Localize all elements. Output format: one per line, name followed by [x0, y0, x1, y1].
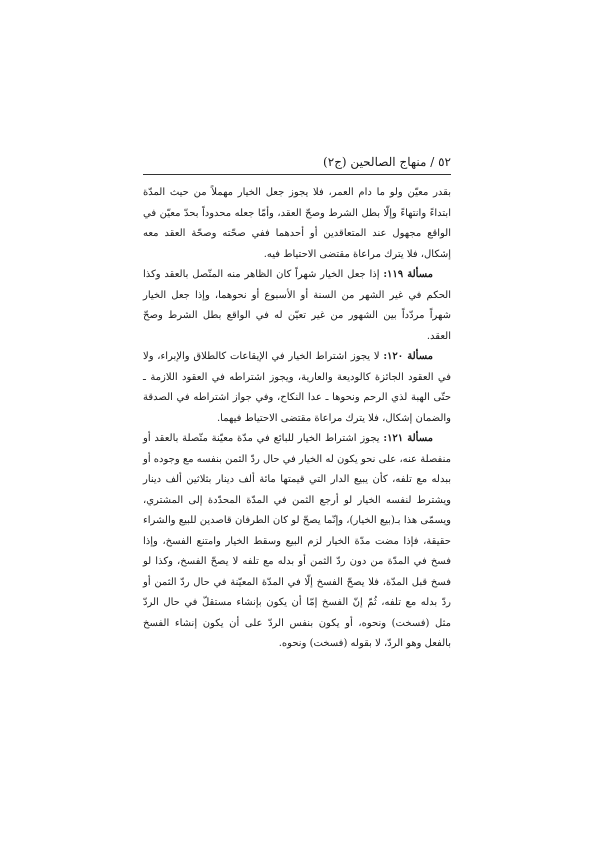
header-divider	[143, 174, 451, 175]
paragraph-text: بقدر معيّن ولو ما دام العمر، فلا يجوز جعل الخيار مهملاً من حيث المدّة ابتداءً وانتهاءً وإلّا بطل الشرط وصحّ العقد، وأمّا جعله محدوداً بحدّ معيّن في الواقع مجهول عند المتعاقدين أو أحدهما ففي صحّته وصحّة العقد معه إشكال، فلا يترك مراعاة مقتضى الاحتياط فيه.	[143, 187, 451, 260]
paragraph-text: يجوز اشتراط الخيار للبائع في مدّة معيّنة متّصلة بالعقد أو منفصلة عنه، على نحو يكون له الخيار في حال ردّ الثمن بنفسه مع وجوده أو ببدله مع تلفه، كأن يبيع الدار التي قيمتها مائة ألف دينار بثلاثين ألف دينار ويشترط لنفسه الخيار لو أرجع الثمن في المدّة المحدّدة إلى المشتري، ويسمّى هذا بـ(بيع الخيار)، وإنّما يصحّ لو كان الطرفان قاصدين للبيع والشراء حقيقة، فإذا مضت مدّة الخيار لزم البيع وسقط الخيار وامتنع الفسخ، وإذا فسخ في المدّة من دون ردّ الثمن أو بدله مع تلفه لا يصحّ الفسخ، وكذا لو فسخ قبل المدّة، فلا يصحّ الفسخ إلّا في المدّة المعيّنة في حال ردّ الثمن أو ردّ بدله مع تلفه، ثُمّ إنّ الفسخ إمّا أن يكون بإنشاء مستقلّ في حال الردّ مثل (فسخت) ونحوه، أو يكون بنفس الردّ على أن يكون إنشاء الفسخ بالفعل وهو الردّ، لا بقوله (فسخت) ونحوه.	[143, 433, 451, 649]
paragraph-text: لا يجوز اشتراط الخيار في الإيقاعات كالطلاق والإبراء، ولا في العقود الجائزة كالوديعة والعارية، ويجوز اشتراطه في العقود اللازمة ـ حتّى الهبة لذي الرحم ونحوها ـ عدا النكاح، وفي جواز اشتراطه في الصدقة والضمان إشكال، فلا يترك مراعاة مقتضى الاحتياط فيهما.	[143, 351, 451, 424]
issue-label: مسألة ١٢١:	[383, 433, 434, 444]
issue-label: مسألة ١٢٠:	[383, 351, 433, 362]
paragraph-continuation	[143, 183, 451, 265]
paragraph-issue-120	[143, 347, 451, 429]
running-title: ٥٢ / منهاج الصالحين (ج٢)	[323, 155, 451, 169]
running-header	[143, 153, 451, 171]
paragraph-issue-121	[143, 429, 451, 655]
paragraph-issue-119	[143, 265, 451, 347]
issue-label: مسألة ١١٩:	[383, 269, 433, 280]
page-body	[143, 183, 451, 655]
paragraph-text: إذا جعل الخيار شهراً كان الظاهر منه المتّصل بالعقد وكذا الحكم في غير الشهر من السنة أو الأسبوع أو نحوهما، وإذا جعل الخيار شهراً مردّداً بين الشهور من غير تعيّن له في الواقع بطل الشرط وصحّ العقد.	[143, 269, 451, 342]
